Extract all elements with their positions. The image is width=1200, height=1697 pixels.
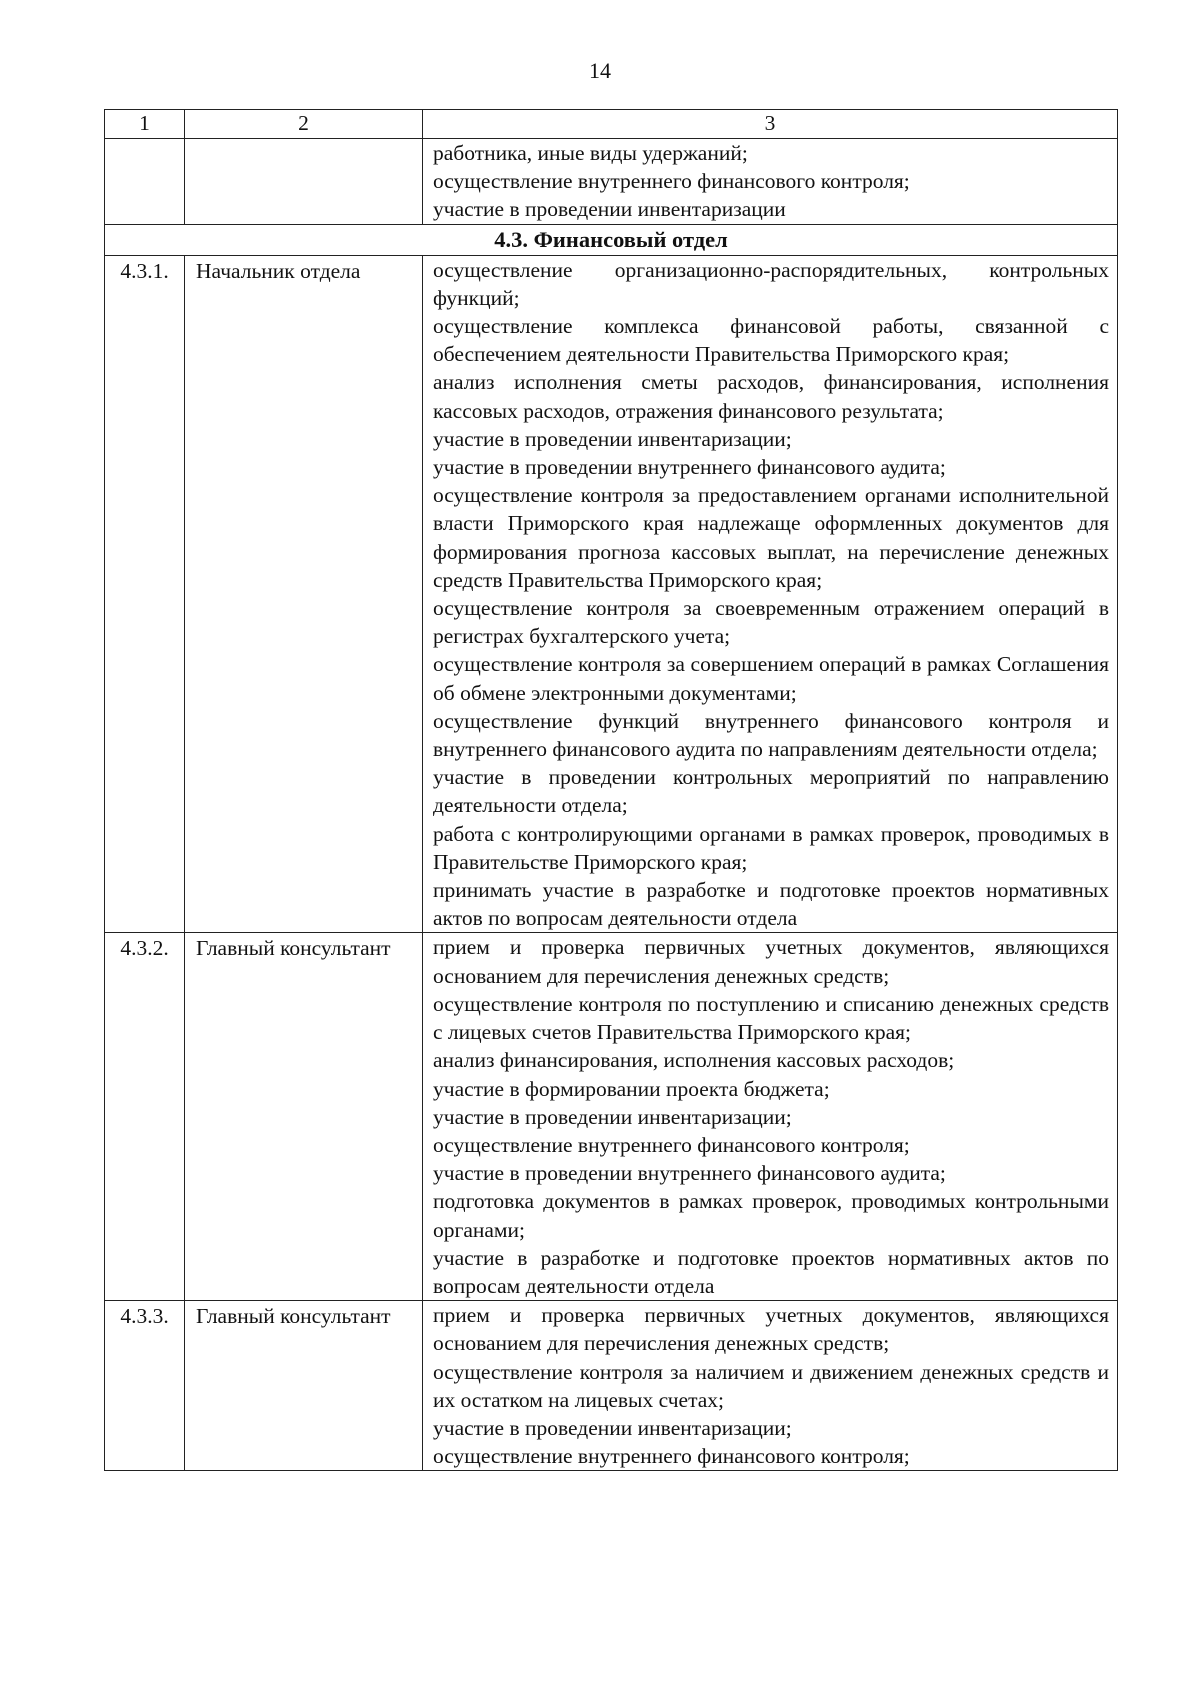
duty-item: осуществление контроля по поступлению и списанию денежных средств с лицевых счетов Правительства Приморского края; — [433, 991, 1109, 1045]
position-number: 4.3.2. — [105, 933, 185, 1301]
duty-item: участие в проведении инвентаризации — [433, 197, 786, 222]
position-number: 4.3.3. — [105, 1301, 185, 1471]
table-header-row — [105, 110, 1118, 139]
continuation-row — [105, 139, 1118, 225]
column-header-2: 2 — [185, 110, 423, 139]
table-row — [105, 1301, 1118, 1471]
duty-item: работа с контролирующими органами в рамках проверок, проводимых в Правительстве Приморского края; — [433, 821, 1109, 874]
position-title — [185, 139, 423, 225]
page-number: 14 — [589, 58, 611, 83]
duty-item: осуществление комплекса финансовой работы, связанной с обеспечением деятельности Правительства Приморского края; — [433, 314, 1109, 367]
duties-cell — [423, 933, 1118, 1301]
table-row — [105, 255, 1118, 933]
column-header-3: 3 — [423, 110, 1118, 139]
duties-cell — [423, 1301, 1118, 1471]
duty-item: осуществление организационно-распорядительных, контрольных функций; — [433, 257, 1109, 310]
duty-item: осуществление внутреннего финансового контроля; — [433, 169, 910, 194]
duty-item: осуществление функций внутреннего финансового контроля и внутреннего финансового аудита по направлениям деятельности отдела; — [433, 708, 1109, 762]
duty-item: осуществление контроля за своевременным отражением операций в регистрах бухгалтерского учета; — [433, 596, 1109, 649]
duty-item: участие в разработке и подготовке проектов нормативных актов по вопросам деятельности отдела — [433, 1245, 1109, 1298]
duty-item: прием и проверка первичных учетных документов, являющихся основанием для перечисления денежных средств; — [433, 1303, 1109, 1356]
duty-item: принимать участие в разработке и подготовке проектов нормативных актов по вопросам деятельности отдела — [433, 878, 1109, 931]
duty-item: участие в проведении инвентаризации; — [433, 1415, 792, 1440]
duty-item: участие в проведении контрольных мероприятий по направлению деятельности отдела; — [433, 765, 1109, 818]
duty-item: участие в проведении инвентаризации; — [433, 1104, 792, 1129]
position-title: Главный консультант — [185, 933, 423, 1301]
duty-item: работника, иные виды удержаний; — [433, 141, 748, 165]
duties-cell — [423, 255, 1118, 933]
table-row — [105, 933, 1118, 1301]
duty-item: осуществление контроля за наличием и движением денежных средств и их остатком на лицевых счетах; — [433, 1359, 1109, 1412]
duty-item: анализ исполнения сметы расходов, финансирования, исполнения кассовых расходов, отражения финансового результата; — [433, 370, 1109, 423]
duty-item: анализ финансирования, исполнения кассовых расходов; — [433, 1048, 955, 1073]
position-title: Начальник отдела — [185, 255, 423, 933]
duty-item: прием и проверка первичных учетных документов, являющихся основанием для перечисления денежных средств; — [433, 935, 1109, 988]
duty-item: участие в проведении инвентаризации; — [433, 426, 792, 451]
duty-item: участие в проведении внутреннего финансового аудита; — [433, 1161, 946, 1186]
duty-item: осуществление контроля за предоставлением органами исполнительной власти Приморского края надлежаще оформленных документов для формирования прогноза кассовых выплат, на перечисление денежных средств Правительства Приморского края; — [433, 483, 1109, 592]
section-row — [105, 224, 1118, 255]
duty-item: подготовка документов в рамках проверок, проводимых контрольными органами; — [433, 1189, 1109, 1242]
section-title: 4.3. Финансовый отдел — [105, 224, 1118, 255]
duty-item: осуществление внутреннего финансового контроля; — [433, 1444, 910, 1469]
duty-item: осуществление контроля за совершением операций в рамках Соглашения об обмене электронными документами; — [433, 652, 1109, 705]
duties-table — [104, 109, 1118, 1471]
position-number: 4.3.1. — [105, 255, 185, 933]
position-number — [105, 139, 185, 225]
duties-cell — [423, 139, 1118, 225]
duty-item: участие в проведении внутреннего финансового аудита; — [433, 455, 946, 480]
duty-item: осуществление внутреннего финансового контроля; — [433, 1132, 910, 1157]
position-title: Главный консультант — [185, 1301, 423, 1471]
column-header-1: 1 — [105, 110, 185, 139]
duty-item: участие в формировании проекта бюджета; — [433, 1076, 830, 1101]
